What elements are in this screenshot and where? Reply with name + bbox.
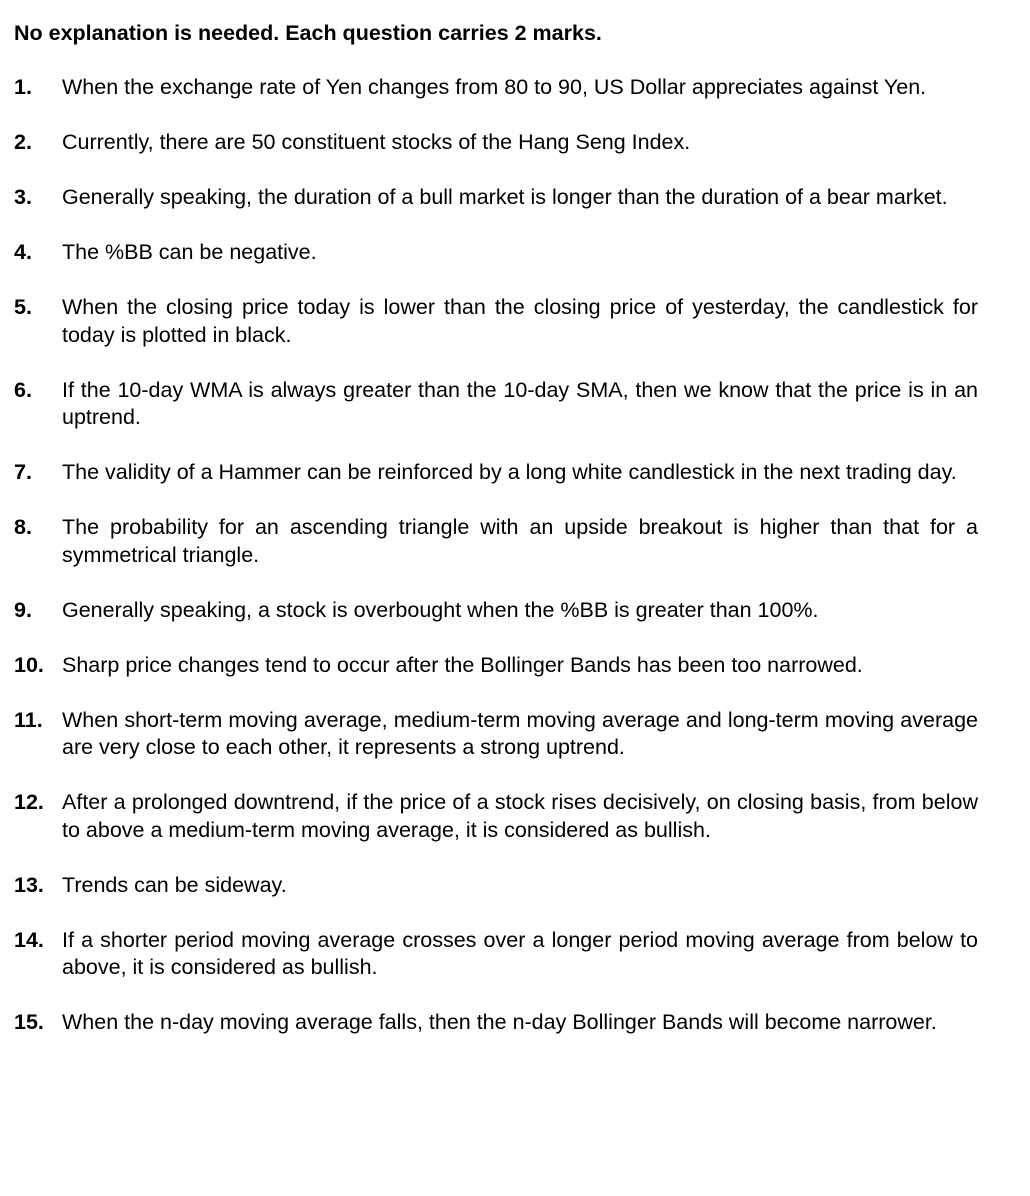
question-item-12 bbox=[14, 789, 978, 844]
question-list bbox=[14, 74, 978, 1037]
question-number: 1. bbox=[14, 75, 32, 99]
question-item-8 bbox=[14, 514, 978, 569]
question-text: Sharp price changes tend to occur after the Bollinger Bands has been too narrowed. bbox=[62, 652, 863, 677]
question-number: 2. bbox=[14, 130, 32, 154]
question-text: Generally speaking, the duration of a bull market is longer than the duration of a bear market. bbox=[62, 185, 948, 209]
question-number: 10. bbox=[14, 652, 44, 677]
question-text: When short-term moving average, medium-term moving average and long-term moving average are very close to each other, it represents a strong uptrend. bbox=[62, 707, 978, 759]
question-number: 14. bbox=[14, 927, 44, 952]
question-text: When the exchange rate of Yen changes from 80 to 90, US Dollar appreciates against Yen. bbox=[62, 75, 927, 99]
question-item-13 bbox=[14, 872, 978, 900]
question-item-10 bbox=[14, 652, 978, 680]
question-text: After a prolonged downtrend, if the price of a stock rises decisively, on closing basis, from below to above a medium-term moving average, it is considered as bullish. bbox=[62, 790, 978, 842]
question-item-6 bbox=[14, 377, 978, 432]
question-number: 15. bbox=[14, 1010, 44, 1034]
question-number: 4. bbox=[14, 240, 32, 264]
question-text: If the 10-day WMA is always greater than the 10-day SMA, then we know that the price is in an uptrend. bbox=[62, 377, 978, 429]
question-text: Generally speaking, a stock is overbought when the %BB is greater than 100%. bbox=[62, 597, 819, 622]
instruction-text: No explanation is needed. Each question carries 2 marks. bbox=[14, 21, 602, 45]
question-number: 3. bbox=[14, 185, 32, 209]
question-item-1 bbox=[14, 74, 978, 102]
question-text: The %BB can be negative. bbox=[62, 240, 317, 264]
question-number: 11. bbox=[14, 707, 43, 732]
question-item-11 bbox=[14, 707, 978, 762]
question-number: 5. bbox=[14, 295, 32, 319]
question-text: The probability for an ascending triangle with an upside breakout is higher than that for a symmetrical triangle. bbox=[62, 515, 978, 567]
question-item-15 bbox=[14, 1009, 978, 1037]
question-text: When the n-day moving average falls, then the n-day Bollinger Bands will become narrower. bbox=[62, 1010, 937, 1034]
question-number: 8. bbox=[14, 515, 32, 539]
question-item-9 bbox=[14, 597, 978, 625]
question-item-14 bbox=[14, 927, 978, 982]
question-text: The validity of a Hammer can be reinforced by a long white candlestick in the next trading day. bbox=[62, 460, 957, 484]
question-number: 7. bbox=[14, 460, 32, 484]
question-number: 12. bbox=[14, 790, 44, 814]
question-item-7 bbox=[14, 459, 978, 487]
question-text: When the closing price today is lower than the closing price of yesterday, the candlestick for today is plotted in black. bbox=[62, 295, 978, 347]
question-text: Trends can be sideway. bbox=[62, 872, 287, 897]
question-number: 6. bbox=[14, 377, 32, 402]
question-item-4 bbox=[14, 239, 978, 267]
question-item-5 bbox=[14, 294, 978, 349]
question-number: 13. bbox=[14, 872, 44, 897]
question-item-2 bbox=[14, 129, 978, 157]
question-text: Currently, there are 50 constituent stocks of the Hang Seng Index. bbox=[62, 130, 691, 154]
question-text: If a shorter period moving average crosses over a longer period moving average from below to above, it is considered as bullish. bbox=[62, 927, 978, 979]
question-number: 9. bbox=[14, 597, 32, 622]
question-item-3 bbox=[14, 184, 978, 212]
